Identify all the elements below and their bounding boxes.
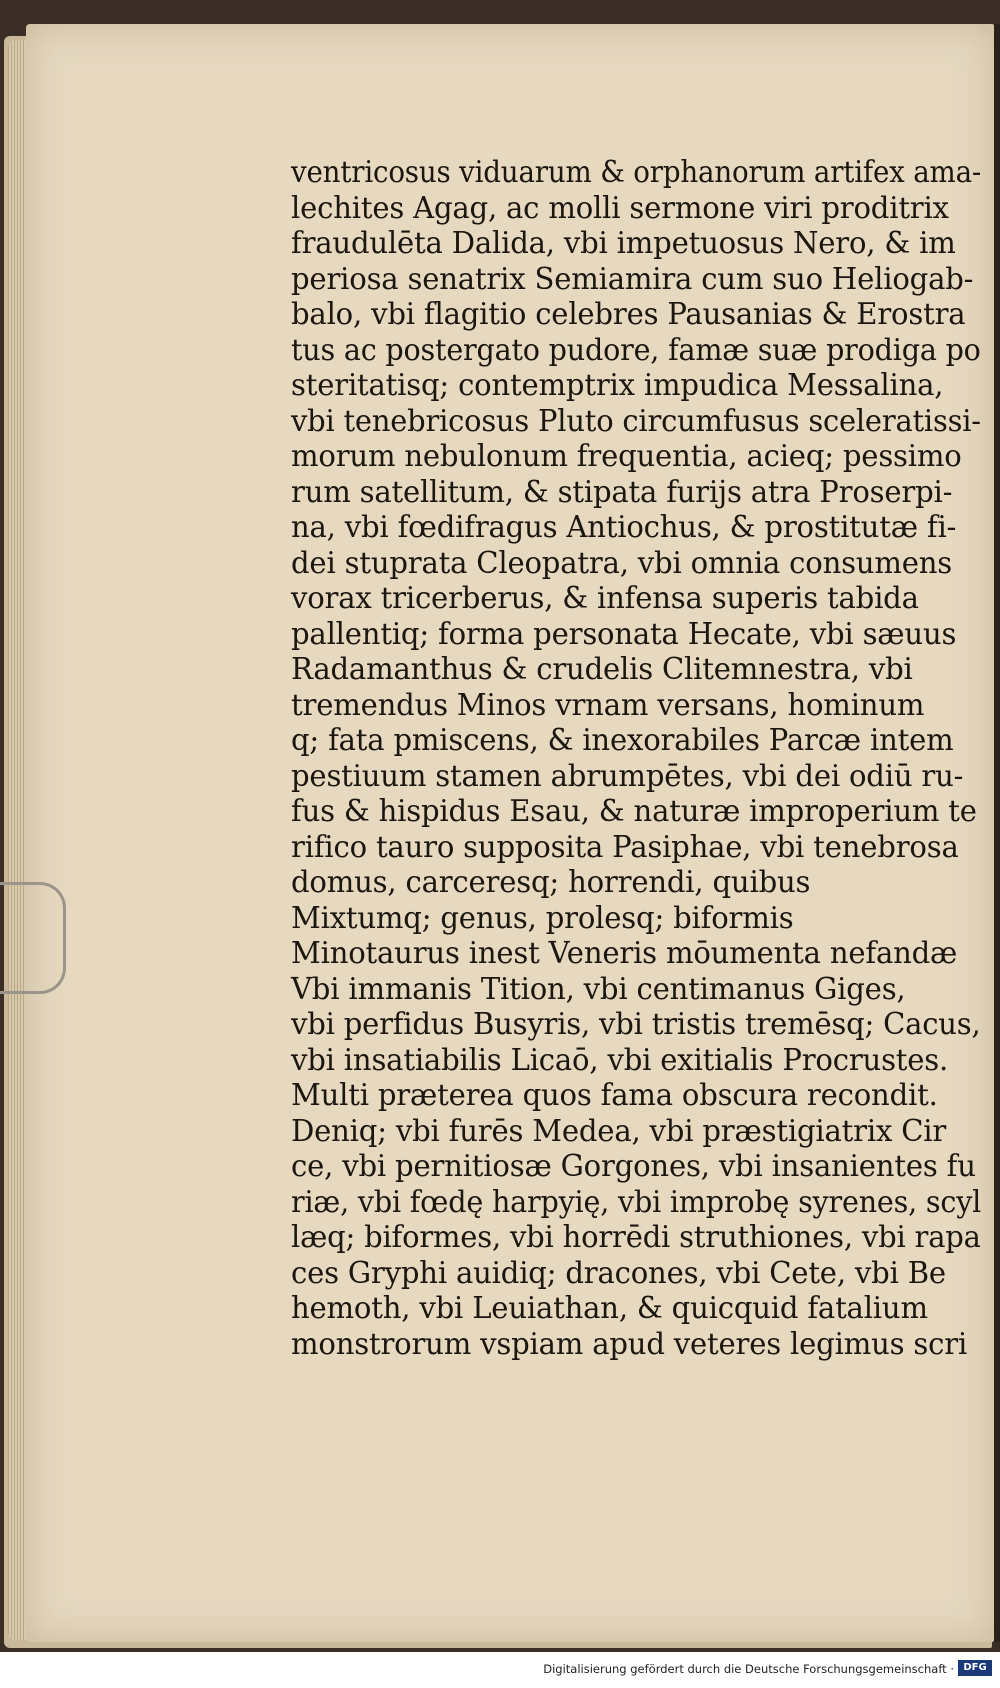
right-edge-shadow xyxy=(994,24,1000,1642)
page-text-block xyxy=(291,155,991,1362)
text-line: domus, carceresq; horrendi, quibus xyxy=(291,865,811,899)
text-line: rum satellitum, & stipata furijs atra Proserpi- xyxy=(291,474,953,509)
dfg-logo: DFG xyxy=(958,1660,992,1676)
text-line: ces Gryphi auidiq; dracones, vbi Cete, vbi Be xyxy=(291,1255,946,1290)
text-line: balo, vbi flagitio celebres Pausanias & Erostra xyxy=(291,297,966,331)
text-line: pestiuum stamen abrumpētes, vbi dei odiū ru- xyxy=(291,758,964,793)
digitization-footer xyxy=(0,1652,1000,1688)
footer-credit: Digitalisierung gefördert durch die Deutsche Forschungsgemeinschaft · xyxy=(543,1662,954,1676)
text-line: vbi insatiabilis Licaō, vbi exitialis Procrustes. xyxy=(291,1042,949,1077)
text-line: ventricosus viduarum & orphanorum artifex ama- xyxy=(291,155,982,189)
text-line: fus & hispidus Esau, & naturæ improperium te xyxy=(291,794,977,828)
text-line: lechites Agag, ac molli sermone viri proditrix xyxy=(291,190,949,225)
text-line: Deniq; vbi furēs Medea, vbi præstigiatrix Cir xyxy=(291,1113,947,1148)
text-line: Multi præterea quos fama obscura recondit. xyxy=(291,1078,938,1112)
text-line: fraudulēta Dalida, vbi impetuosus Nero, & im xyxy=(291,226,956,260)
text-line: pallentiq; forma personata Hecate, vbi sæuus xyxy=(291,616,957,651)
text-line: læq; biformes, vbi horrēdi struthiones, vbi rapa xyxy=(291,1220,981,1254)
text-line: dei stuprata Cleopatra, vbi omnia consumens xyxy=(291,545,953,580)
text-line: periosa senatrix Semiamira cum suo Heliogab- xyxy=(291,261,974,296)
text-line: riæ, vbi fœdę harpyię, vbi improbę syrenes, scyl xyxy=(291,1184,982,1219)
text-line: ce, vbi pernitiosæ Gorgones, vbi insanientes fu xyxy=(291,1149,976,1183)
text-line: monstrorum vspiam apud veteres legimus scri xyxy=(291,1326,968,1361)
text-line: morum nebulonum frequentia, acieq; pessimo xyxy=(291,439,962,473)
text-line: vorax tricerberus, & infensa superis tabida xyxy=(291,581,919,615)
text-line: Minotaurus inest Veneris mōumenta nefandæ xyxy=(291,936,958,970)
text-line: hemoth, vbi Leuiathan, & quicquid fatalium xyxy=(291,1291,928,1325)
text-line: vbi tenebricosus Pluto circumfusus sceleratissi- xyxy=(291,403,981,438)
text-line: Radamanthus & crudelis Clitemnestra, vbi xyxy=(291,652,913,686)
text-line: steritatisq; contemptrix impudica Messalina, xyxy=(291,368,944,402)
text-line: q; fata pmiscens, & inexorabiles Parcæ intem xyxy=(291,723,954,757)
text-line: tus ac postergato pudore, famæ suæ prodiga po xyxy=(291,332,981,367)
text-line: Mixtumq; genus, prolesq; biformis xyxy=(291,900,794,935)
text-line: vbi perfidus Busyris, vbi tristis tremēsq; Cacus, xyxy=(291,1007,981,1041)
text-line: rifico tauro supposita Pasiphae, vbi tenebrosa xyxy=(291,829,959,864)
text-line: na, vbi fœdifragus Antiochus, & prostitutæ fi- xyxy=(291,510,957,544)
text-line: Vbi immanis Tition, vbi centimanus Giges, xyxy=(291,971,906,1006)
text-line: tremendus Minos vrnam versans, hominum xyxy=(291,687,925,722)
page-clip xyxy=(0,882,66,994)
